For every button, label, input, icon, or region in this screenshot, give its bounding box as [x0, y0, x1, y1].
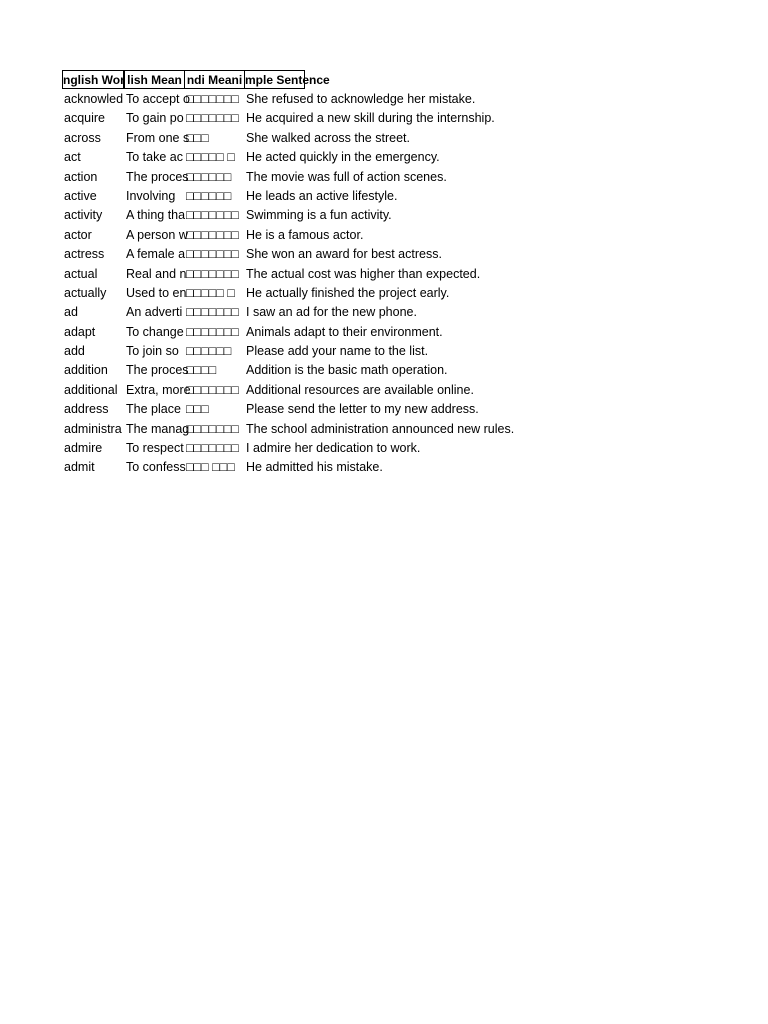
- cell-english-word[interactable]: ad: [64, 305, 78, 320]
- cell-example-sentence[interactable]: The movie was full of action scenes.: [246, 169, 447, 184]
- cell-english-meaning[interactable]: To respect: [126, 441, 184, 456]
- cell-english-word[interactable]: action: [64, 169, 98, 184]
- cell-english-meaning[interactable]: Extra, more: [126, 382, 191, 397]
- cell-hindi-meaning[interactable]: □□□□□□: [186, 188, 232, 203]
- cell-example-sentence[interactable]: He acquired a new skill during the internship.: [246, 111, 495, 126]
- cell-hindi-meaning[interactable]: □□□□□□□: [186, 111, 239, 126]
- cell-hindi-meaning[interactable]: □□□□□ □: [186, 285, 235, 300]
- cell-hindi-meaning[interactable]: □□□□□□□: [186, 305, 239, 320]
- cell-example-sentence[interactable]: Additional resources are available online.: [246, 382, 474, 397]
- cell-example-sentence[interactable]: Please send the letter to my new address.: [246, 402, 479, 417]
- cell-english-word[interactable]: act: [64, 150, 81, 165]
- cell-hindi-meaning[interactable]: □□□□□□□: [186, 266, 239, 281]
- cell-example-sentence[interactable]: I admire her dedication to work.: [246, 441, 421, 456]
- header-example-sentence[interactable]: [244, 70, 330, 89]
- cell-english-meaning[interactable]: Used to en: [126, 285, 187, 300]
- cell-example-sentence[interactable]: She refused to acknowledge her mistake.: [246, 92, 476, 106]
- cell-example-sentence[interactable]: He is a famous actor.: [246, 227, 364, 242]
- cell-english-meaning[interactable]: The manag: [126, 421, 190, 436]
- cell-english-word[interactable]: actually: [64, 285, 107, 300]
- cell-english-meaning[interactable]: The proces: [126, 363, 189, 378]
- cell-example-sentence[interactable]: The actual cost was higher than expected.: [246, 266, 481, 281]
- cell-example-sentence[interactable]: Animals adapt to their environment.: [246, 324, 443, 339]
- cell-hindi-meaning[interactable]: □□□ □□□: [186, 460, 235, 475]
- cell-english-word[interactable]: addition: [64, 363, 108, 378]
- header-hindi-meaning-label: ndi Meani: [186, 73, 243, 87]
- cell-hindi-meaning[interactable]: □□□□□□□: [186, 441, 239, 456]
- cell-english-meaning[interactable]: A person w: [126, 227, 188, 242]
- cell-english-word[interactable]: active: [64, 188, 97, 203]
- header-hindi-meaning[interactable]: [184, 70, 245, 89]
- cell-example-sentence[interactable]: Addition is the basic math operation.: [246, 363, 448, 378]
- cell-english-word[interactable]: add: [64, 344, 85, 359]
- cell-example-sentence[interactable]: He acted quickly in the emergency.: [246, 150, 440, 165]
- cell-english-word[interactable]: adapt: [64, 324, 96, 339]
- cell-example-sentence[interactable]: She won an award for best actress.: [246, 247, 442, 262]
- cell-english-meaning[interactable]: To change: [126, 324, 184, 339]
- cell-hindi-meaning[interactable]: □□□□□□□: [186, 324, 239, 339]
- cell-english-word[interactable]: acquire: [64, 111, 105, 126]
- cell-english-meaning[interactable]: An adverti: [126, 305, 183, 320]
- cell-english-word[interactable]: acknowled: [64, 92, 124, 106]
- cell-english-word[interactable]: across: [64, 130, 101, 145]
- cell-english-meaning[interactable]: To join so: [126, 344, 179, 359]
- cell-english-word[interactable]: additional: [64, 382, 118, 397]
- cell-hindi-meaning[interactable]: □□□□□□□: [186, 227, 239, 242]
- cell-english-word[interactable]: actor: [64, 227, 92, 242]
- cell-hindi-meaning[interactable]: □□□□□□: [186, 344, 232, 359]
- cell-english-word[interactable]: admire: [64, 441, 103, 456]
- header-english-meaning[interactable]: [124, 70, 185, 89]
- cell-example-sentence[interactable]: Please add your name to the list.: [246, 344, 429, 359]
- cell-hindi-meaning[interactable]: □□□: [186, 130, 209, 145]
- cell-english-meaning[interactable]: Real and n: [126, 266, 187, 281]
- cell-example-sentence[interactable]: She walked across the street.: [246, 130, 410, 145]
- cell-hindi-meaning[interactable]: □□□□□□□: [186, 208, 239, 223]
- cell-english-meaning[interactable]: To accept o: [126, 92, 190, 106]
- cell-english-meaning[interactable]: To gain po: [126, 111, 184, 126]
- cell-example-sentence[interactable]: The school administration announced new rules.: [246, 421, 515, 436]
- cell-english-meaning[interactable]: A female a: [126, 247, 186, 262]
- cell-english-word[interactable]: actual: [64, 266, 98, 281]
- cell-english-meaning[interactable]: From one s: [126, 130, 190, 145]
- cell-hindi-meaning[interactable]: □□□□□□: [186, 169, 232, 184]
- cell-hindi-meaning[interactable]: □□□□□□□: [186, 92, 239, 106]
- cell-hindi-meaning[interactable]: □□□□□□□: [186, 421, 239, 436]
- cell-english-meaning[interactable]: To confess: [126, 460, 186, 475]
- cell-example-sentence[interactable]: Swimming is a fun activity.: [246, 208, 392, 223]
- header-english-meaning-label: lish Mean: [127, 73, 182, 87]
- cell-english-word[interactable]: admit: [64, 460, 95, 475]
- cell-english-word[interactable]: actress: [64, 247, 105, 262]
- header-english-word-label: nglish Wor: [63, 73, 125, 87]
- cell-hindi-meaning[interactable]: □□□□□ □: [186, 150, 235, 165]
- cell-example-sentence[interactable]: He actually finished the project early.: [246, 285, 450, 300]
- cell-english-meaning[interactable]: The proces: [126, 169, 189, 184]
- cell-english-meaning[interactable]: A thing tha: [126, 208, 186, 223]
- cell-example-sentence[interactable]: I saw an ad for the new phone.: [246, 305, 417, 320]
- cell-english-meaning[interactable]: Involving: [126, 188, 176, 203]
- cell-hindi-meaning[interactable]: □□□□□□□: [186, 247, 239, 262]
- cell-english-word[interactable]: address: [64, 402, 109, 417]
- cell-english-meaning[interactable]: The place: [126, 402, 181, 417]
- cell-english-meaning[interactable]: To take ac: [126, 150, 183, 165]
- cell-hindi-meaning[interactable]: □□□: [186, 402, 209, 417]
- header-english-word[interactable]: [62, 70, 124, 89]
- cell-example-sentence[interactable]: He admitted his mistake.: [246, 460, 383, 475]
- cell-english-word[interactable]: administra: [64, 421, 122, 436]
- cell-hindi-meaning[interactable]: □□□□: [186, 363, 217, 378]
- header-example-sentence-label: mple Sentence: [245, 73, 330, 87]
- cell-hindi-meaning[interactable]: □□□□□□□: [186, 382, 239, 397]
- cell-english-word[interactable]: activity: [64, 208, 103, 223]
- cell-example-sentence[interactable]: He leads an active lifestyle.: [246, 188, 398, 203]
